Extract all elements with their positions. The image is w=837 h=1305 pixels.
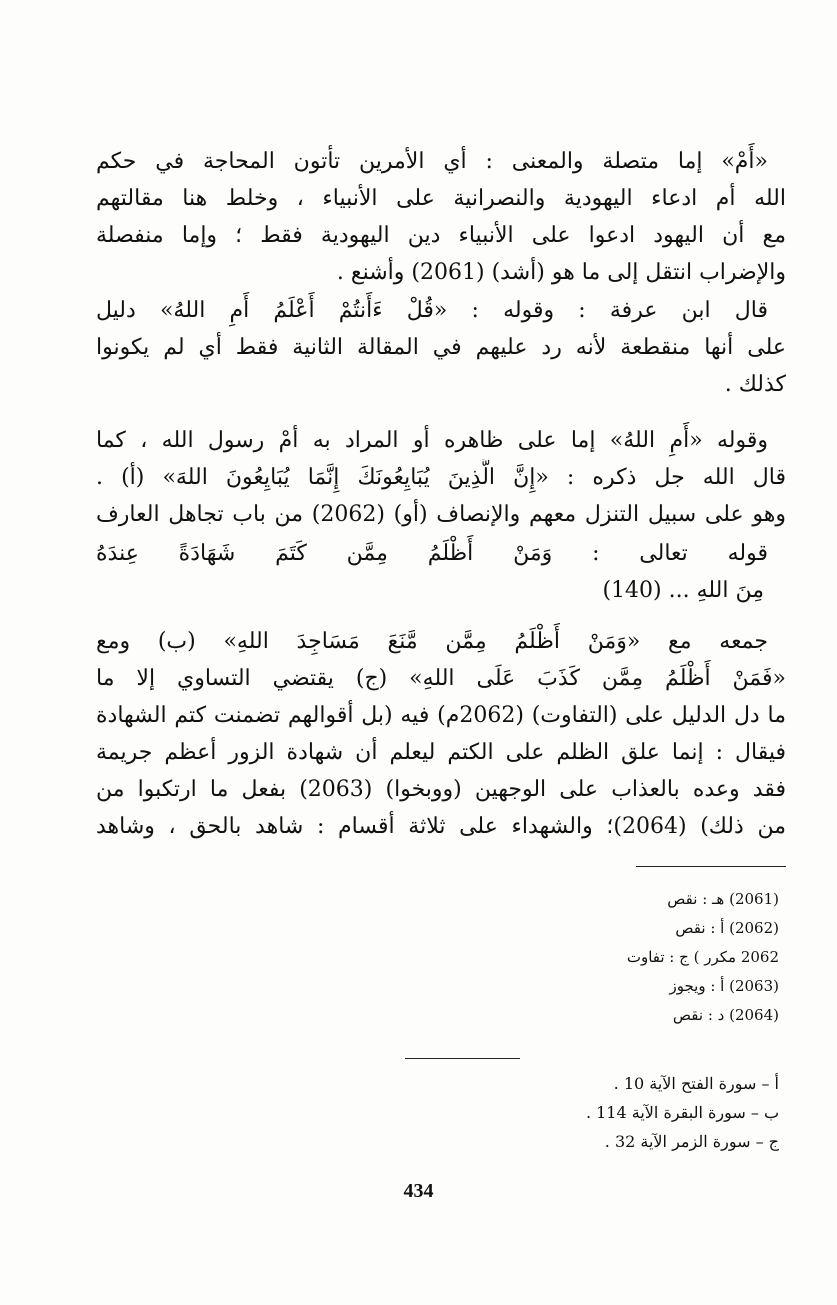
text-line: جمعه مع «وَمَنْ أَظْلَمُ مِمَّن مَّنَعَ مَسَاجِدَ اللهِ» (ب) ومع bbox=[96, 629, 768, 654]
verse-heading bbox=[96, 535, 786, 609]
footnote-item: (2062) أ : نقص bbox=[675, 919, 779, 937]
text-line: على أنها منقطعة لأنه رد عليهم في المقالة الثانية فقط أي لم يكونوا bbox=[96, 335, 786, 360]
paragraph-5 bbox=[96, 623, 786, 845]
text-line: الله أم ادعاء اليهودية والنصرانية على الأنبياء ، وخلط هنا مقالتهم bbox=[96, 186, 786, 211]
text-line: فيقال : إنما علق الظلم على الكتم ليعلم أن شهادة الزور أعظم جريمة bbox=[96, 740, 786, 765]
text-line: والإضراب انتقل إلى ما هو (أشد) (2061) وأشنع . bbox=[336, 260, 786, 285]
text-line: ما دل الدليل على (التفاوت) (2062م) فيه (بل أقوالهم تضمنت كتم الشهادة bbox=[96, 703, 786, 728]
reference-item: أ – سورة الفتح الآية 10 . bbox=[613, 1074, 779, 1093]
reference-item: ب – سورة البقرة الآية 114 . bbox=[585, 1103, 779, 1122]
text-line: مِنَ اللهِ ... (140) bbox=[602, 578, 764, 603]
references-separator bbox=[405, 1058, 520, 1059]
text-line: وقوله «أَمِ اللهُ» إما على ظاهره أو المراد به أمْ رسول الله ، كما bbox=[96, 428, 768, 453]
footnote-item: 2062 مكرر ) ج : تفاوت bbox=[626, 948, 779, 966]
text-line: من ذلك) (2064)؛ والشهداء على ثلاثة أقسام : شاهد بالحق ، وشاهد bbox=[96, 814, 786, 839]
footnotes bbox=[627, 885, 779, 1030]
text-line: قوله تعالى : وَمَنْ أَظْلَمُ مِمَّن كَتَمَ شَهَادَةً عِندَهُ bbox=[96, 541, 768, 566]
paragraph-2 bbox=[96, 292, 786, 403]
page-number: 434 bbox=[403, 1180, 434, 1202]
text-line: «أَمْ» إما متصلة والمعنى : أي الأمرين تأتون المحاجة في حكم bbox=[96, 149, 768, 174]
text-line: مع أن اليهود ادعوا على الأنبياء دين اليهودية فقط ؛ وإما منفصلة bbox=[96, 223, 786, 248]
paragraph-3 bbox=[96, 422, 786, 533]
footnote-item: (2063) أ : ويجوز bbox=[669, 977, 779, 995]
references bbox=[586, 1069, 779, 1156]
text-line: كذلك . bbox=[724, 372, 786, 397]
text-line: قال الله جل ذكره : «إِنَّ الَّذِينَ يُبَايِعُونَكَ إِنَّمَا يُبَايِعُونَ اللهَ» (أ) . bbox=[96, 465, 786, 490]
reference-item: ج – سورة الزمر الآية 32 . bbox=[604, 1132, 779, 1151]
text-line: «فَمَنْ أَظْلَمُ مِمَّن كَذَبَ عَلَى اللهِ» (ج) يقتضي التساوي إلا ما bbox=[96, 666, 786, 691]
footnote-separator bbox=[636, 866, 786, 867]
paragraph-1 bbox=[96, 143, 786, 291]
text-line: وهو على سبيل التنزل معهم والإنصاف (أو) (2062) من باب تجاهل العارف bbox=[96, 502, 786, 527]
footnote-item: (2061) هـ : نقص bbox=[667, 890, 779, 908]
footnote-item: (2064) د : نقص bbox=[672, 1006, 779, 1024]
text-line: قال ابن عرفة : وقوله : «قُلْ ءَأَنتُمْ أَعْلَمُ أَمِ اللهُ» دليل bbox=[96, 298, 768, 323]
text-line: فقد وعده بالعذاب على الوجهين (ووبخوا) (2063) بفعل ما ارتكبوا من bbox=[96, 777, 786, 802]
